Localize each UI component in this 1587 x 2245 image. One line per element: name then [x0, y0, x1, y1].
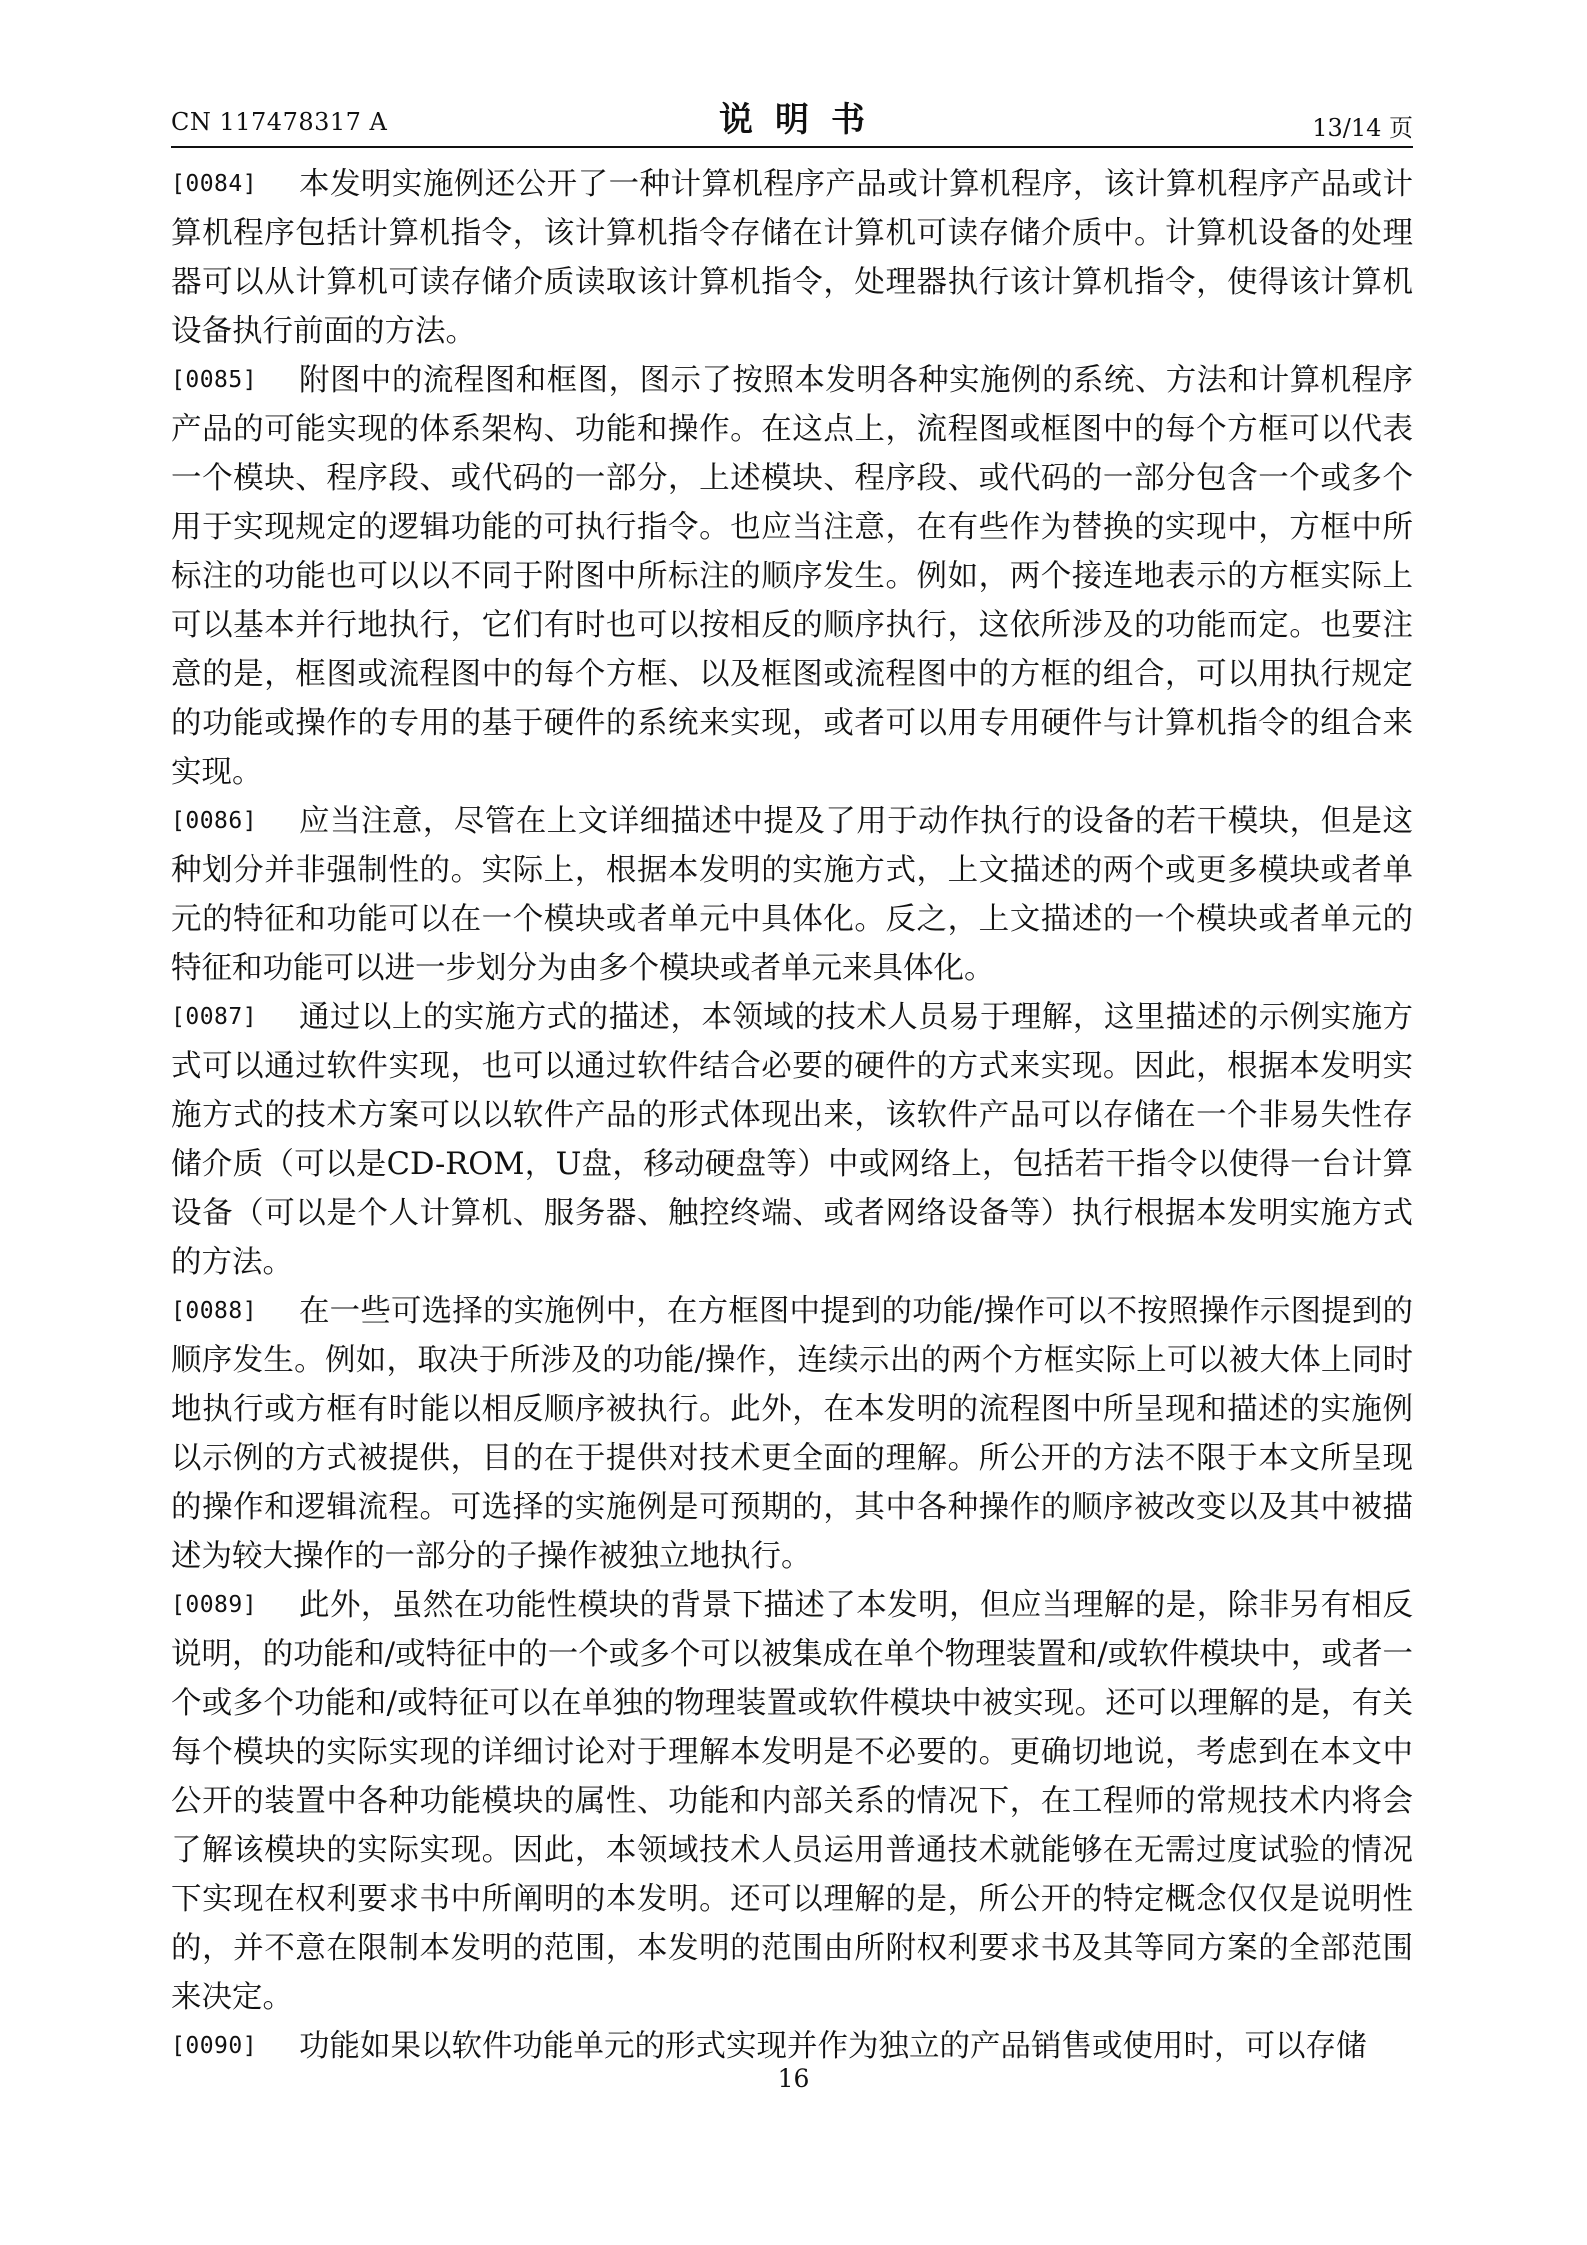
paragraph-number: [0090] — [171, 2033, 258, 2059]
page-number: 16 — [777, 2064, 810, 2093]
paragraph-text: 此外，虽然在功能性模块的背景下描述了本发明，但应当理解的是，除非另有相反说明，的功能和/或特征中的一个或多个可以被集成在单个物理装置和/或软件模块中，或者一个或多个功能和/或特征可以在单独的物理装置或软件模块中被实现。还可以理解的是，有关每个模块的实际实现的详细讨论对于理解本发明是不必要的。更确切地说，考虑到在本文中公开的装置中各种功能模块的属性、功能和内部关系的情况下，在工程师的常规技术内将会了解该模块的实际实现。因此，本领域技术人员运用普通技术就能够在无需过度试验的情况下实现在权利要求书中所阐明的本发明。还可以理解的是，所公开的特定概念仅仅是说明性的，并不意在限制本发明的范围，本发明的范围由所附权利要求书及其等同方案的全部范围来决定。 — [171, 1588, 1413, 2015]
paragraph-number: [0088] — [171, 1298, 258, 1324]
header-rule — [171, 146, 1413, 148]
paragraph-text: 通过以上的实施方式的描述，本领域的技术人员易于理解，这里描述的示例实施方式可以通过软件实现，也可以通过软件结合必要的硬件的方式来实现。因此，根据本发明实施方式的技术方案可以以软件产品的形式体现出来，该软件产品可以存储在一个非易失性存储介质（可以是CD-ROM，U盘，移动硬盘等）中或网络上，包括若干指令以使得一台计算设备（可以是个人计算机、服务器、触控终端、或者网络设备等）执行根据本发明实施方式的方法。 — [171, 1000, 1413, 1280]
page-header — [171, 88, 1413, 146]
paragraph-0088 — [171, 1287, 1413, 1581]
paragraph-0087 — [171, 993, 1413, 1287]
paragraph-number: [0084] — [171, 171, 258, 197]
paragraph-number: [0086] — [171, 808, 258, 834]
paragraph-0085 — [171, 356, 1413, 797]
paragraph-text: 应当注意，尽管在上文详细描述中提及了用于动作执行的设备的若干模块，但是这种划分并非强制性的。实际上，根据本发明的实施方式，上文描述的两个或更多模块或者单元的特征和功能可以在一个模块或者单元中具体化。反之，上文描述的一个模块或者单元的特征和功能可以进一步划分为由多个模块或者单元来具体化。 — [171, 804, 1413, 986]
paragraph-number: [0089] — [171, 1592, 258, 1618]
publication-number: CN 117478317 A — [171, 108, 388, 136]
description-body — [171, 160, 1413, 2071]
paragraph-0086 — [171, 797, 1413, 993]
paragraph-text: 功能如果以软件功能单元的形式实现并作为独立的产品销售或使用时，可以存储 — [299, 2029, 1367, 2064]
paragraph-number: [0087] — [171, 1004, 258, 1030]
paragraph-text: 附图中的流程图和框图，图示了按照本发明各种实施例的系统、方法和计算机程序产品的可能实现的体系架构、功能和操作。在这点上，流程图或框图中的每个方框可以代表一个模块、程序段、或代码的一部分，上述模块、程序段、或代码的一部分包含一个或多个用于实现规定的逻辑功能的可执行指令。也应当注意，在有些作为替换的实现中，方框中所标注的功能也可以以不同于附图中所标注的顺序发生。例如，两个接连地表示的方框实际上可以基本并行地执行，它们有时也可以按相反的顺序执行，这依所涉及的功能而定。也要注意的是，框图或流程图中的每个方框、以及框图或流程图中的方框的组合，可以用执行规定的功能或操作的专用的基于硬件的系统来实现，或者可以用专用硬件与计算机指令的组合来实现。 — [171, 363, 1413, 790]
paragraph-0089 — [171, 1581, 1413, 2022]
paragraph-number: [0085] — [171, 367, 258, 393]
paragraph-0084 — [171, 160, 1413, 356]
paragraph-text: 本发明实施例还公开了一种计算机程序产品或计算机程序，该计算机程序产品或计算机程序包括计算机指令，该计算机指令存储在计算机可读存储介质中。计算机设备的处理器可以从计算机可读存储介质读取该计算机指令，处理器执行该计算机指令，使得该计算机设备执行前面的方法。 — [171, 167, 1413, 349]
paragraph-text: 在一些可选择的实施例中，在方框图中提到的功能/操作可以不按照操作示图提到的顺序发生。例如，取决于所涉及的功能/操作，连续示出的两个方框实际上可以被大体上同时地执行或方框有时能以相反顺序被执行。此外，在本发明的流程图中所呈现和描述的实施例以示例的方式被提供，目的在于提供对技术更全面的理解。所公开的方法不限于本文所呈现的操作和逻辑流程。可选择的实施例是可预期的，其中各种操作的顺序被改变以及其中被描述为较大操作的一部分的子操作被独立地执行。 — [171, 1294, 1413, 1574]
document-title: 说明书 — [719, 100, 887, 140]
page-info: 13/14 页 — [1312, 114, 1413, 142]
